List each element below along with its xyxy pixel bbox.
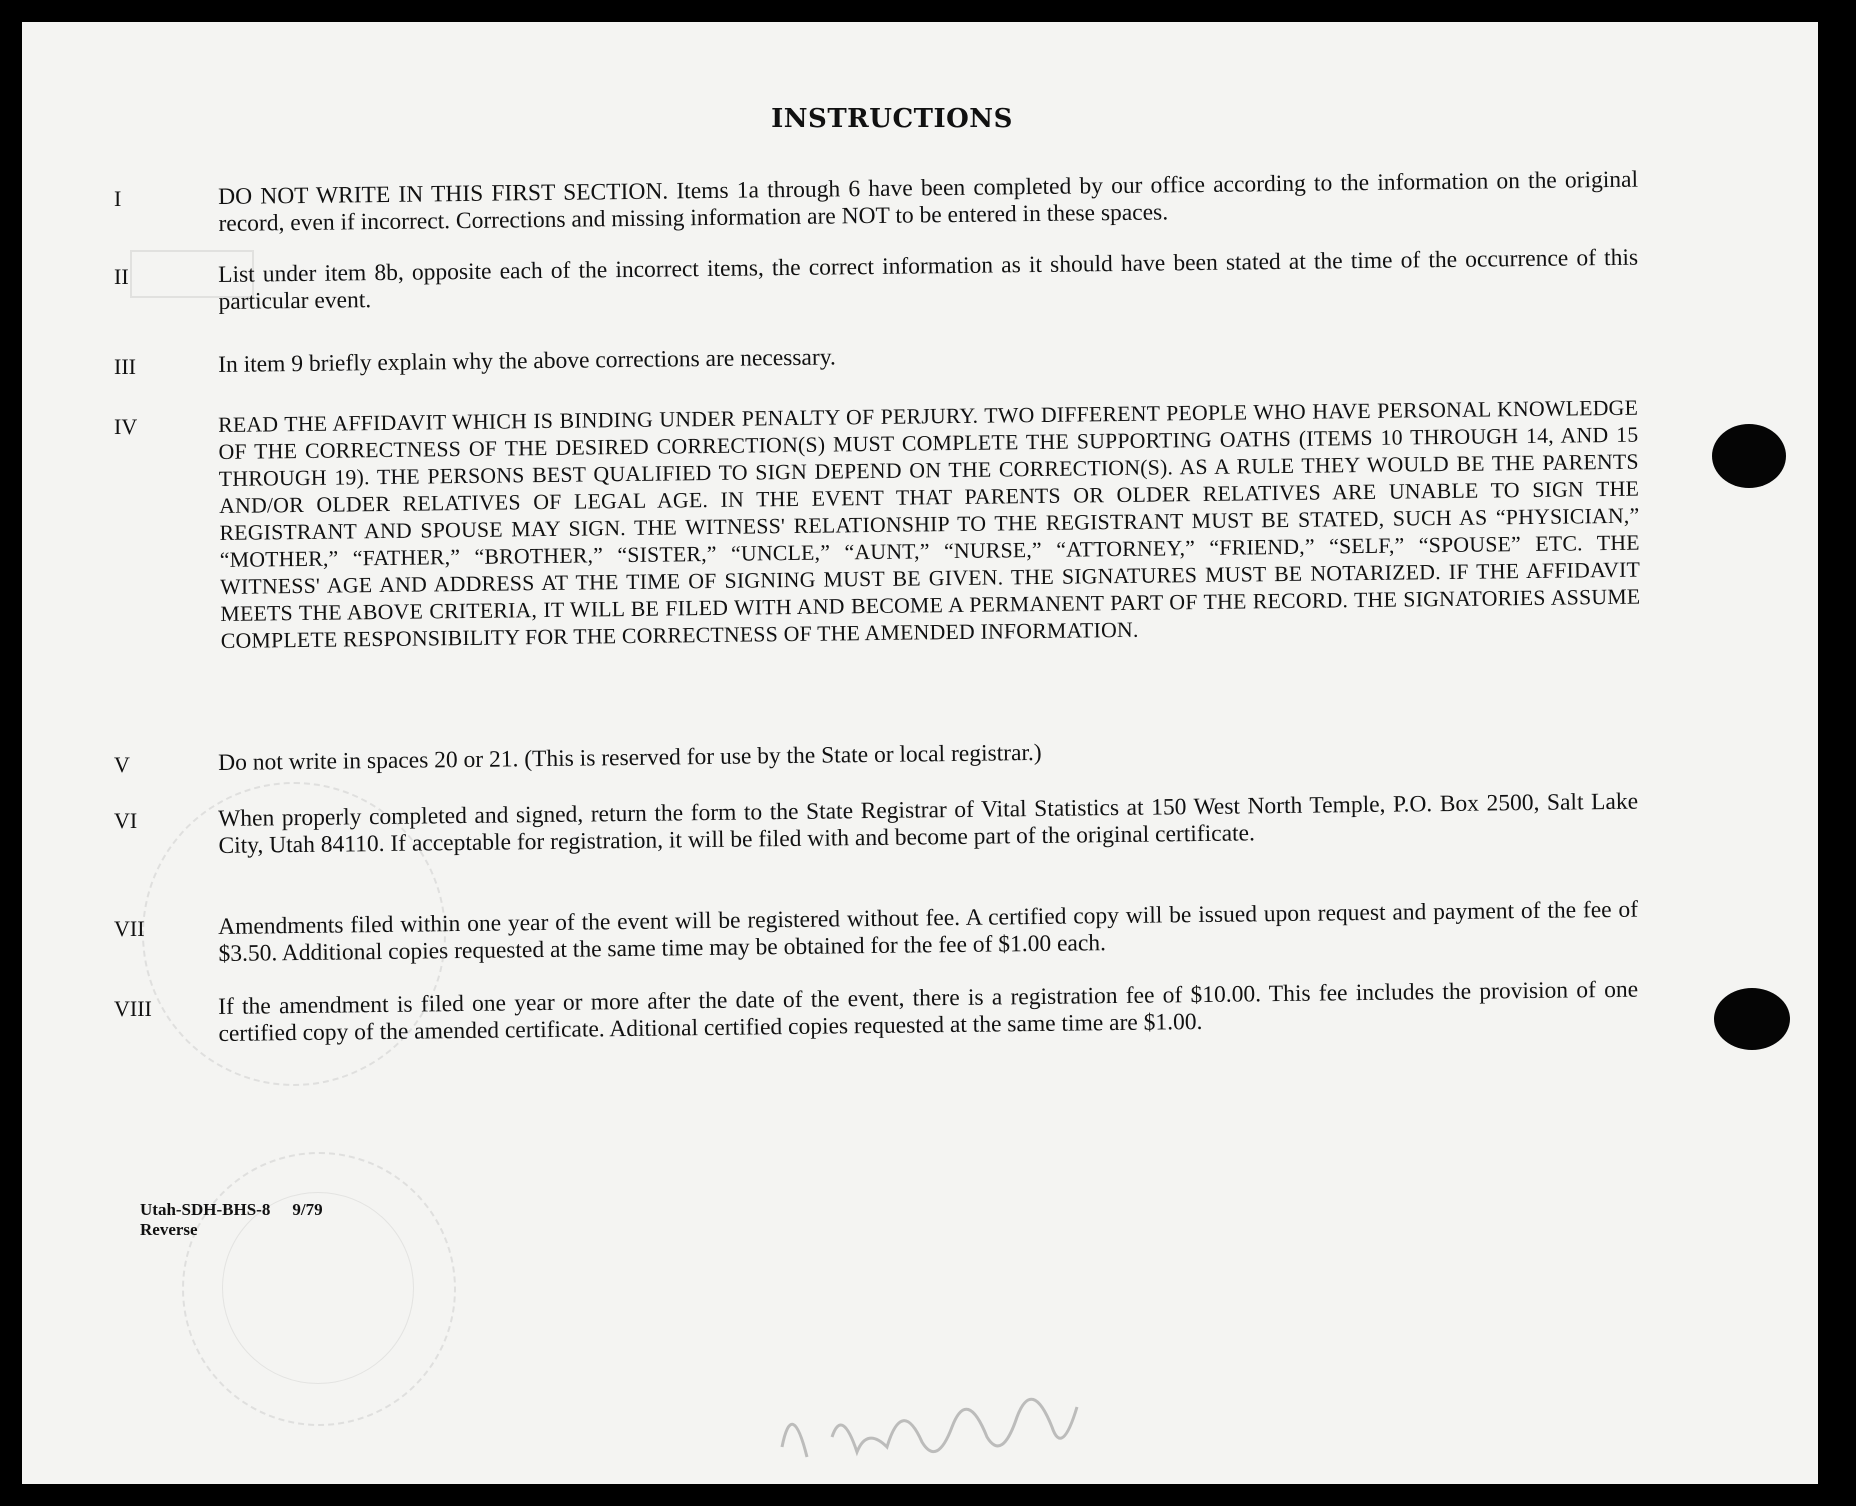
form-id: Utah-SDH-BHS-8 — [140, 1200, 271, 1219]
item-number: III — [114, 354, 136, 379]
page-title: INSTRUCTIONS — [771, 104, 1013, 134]
punch-hole-bottom — [1714, 988, 1790, 1050]
form-date: 9/79 — [292, 1200, 323, 1219]
item-number: V — [114, 752, 130, 777]
item-number: VIII — [114, 996, 152, 1021]
handwritten-scribble — [762, 1367, 1162, 1477]
item-number: VI — [114, 808, 138, 833]
form-side: Reverse — [140, 1220, 198, 1239]
item-number: VII — [114, 916, 145, 941]
punch-hole-top — [1712, 424, 1786, 488]
item-number: II — [114, 264, 129, 289]
item-text: READ THE AFFIDAVIT WHICH IS BINDING UNDER PENALTY OF PERJURY. TWO DIFFERENT PEOPLE WHO HAVE PERSONAL KNOWLEDGE OF THE CORRECTNESS OF THE DESIRED CORRECTION(S) MUST COMPLETE THE SUPPORTING OATHS (ITEMS 10 THROUGH 14, AND 15 THROUGH 19). THE PERSONS BEST QUALIFIED TO SIGN DEPEND ON THE CORRECTION(S). AS A RULE THEY WOULD BE THE PARENTS AND/OR OLDER RELATIVES OF LEGAL AGE. IN THE EVENT THAT PARENTS OR OLDER RELATIVES ARE UNABLE TO SIGN THE REGISTRANT AND SPOUSE MAY SIGN. THE WITNESS' RELATIONSHIP TO THE REGISTRANT MUST BE STATED, SUCH AS “PHYSICIAN,” “MOTHER,” “FATHER,” “BROTHER,” “SISTER,” “UNCLE,” “AUNT,” “NURSE,” “ATTORNEY,” “FRIEND,” “SELF,” “SPOUSE” ETC. THE WITNESS' AGE AND ADDRESS AT THE TIME OF SIGNING MUST BE GIVEN. THE SIGNATURES MUST BE NOTARIZED. IF THE AFFIDAVIT MEETS THE ABOVE CRITERIA, IT WILL BE FILED WITH AND BECOME A PERMANENT PART OF THE RECORD. THE SIGNATORIES ASSUME COMPLETE RESPONSIBILITY FOR THE CORRECTNESS OF THE AMENDED INFORMATION. — [218, 395, 1641, 653]
item-text: Do not write in spaces 20 or 21. (This is reserved for use by the State or local registrar.) — [218, 739, 1042, 776]
item-number: I — [114, 186, 122, 211]
item-text: DO NOT WRITE IN THIS FIRST SECTION. Items 1a through 6 have been completed by our office according to the information on the original record, even if incorrect. Corrections and missing information are NOT to be entered in these spaces. — [218, 166, 1639, 237]
item-number: IV — [114, 414, 138, 439]
item-text: In item 9 briefly explain why the above corrections are necessary. — [218, 344, 836, 378]
document-sheet — [22, 22, 1818, 1484]
item-text: List under item 8b, opposite each of the incorrect items, the correct information as it should have been stated at the time of the occurrence of this particular event. — [218, 244, 1639, 315]
item-text: When properly completed and signed, return the form to the State Registrar of Vital Statistics at 150 West North Temple, P.O. Box 2500, Salt Lake City, Utah 84110. If acceptable for registration, it will be filed with and become part of the original certificate. — [218, 788, 1639, 859]
form-footer — [140, 1200, 323, 1240]
item-text: If the amendment is filed one year or more after the date of the event, there is a registration fee of $10.00. This fee includes the provision of one certified copy of the amended certificate. Aditional certified copies requested at the same time are $1.00. — [218, 976, 1639, 1047]
item-text: Amendments filed within one year of the event will be registered without fee. A certified copy will be issued upon request and payment of the fee of $3.50. Additional copies requested at the same time may be obtained for the fee of $1.00 each. — [218, 896, 1639, 967]
